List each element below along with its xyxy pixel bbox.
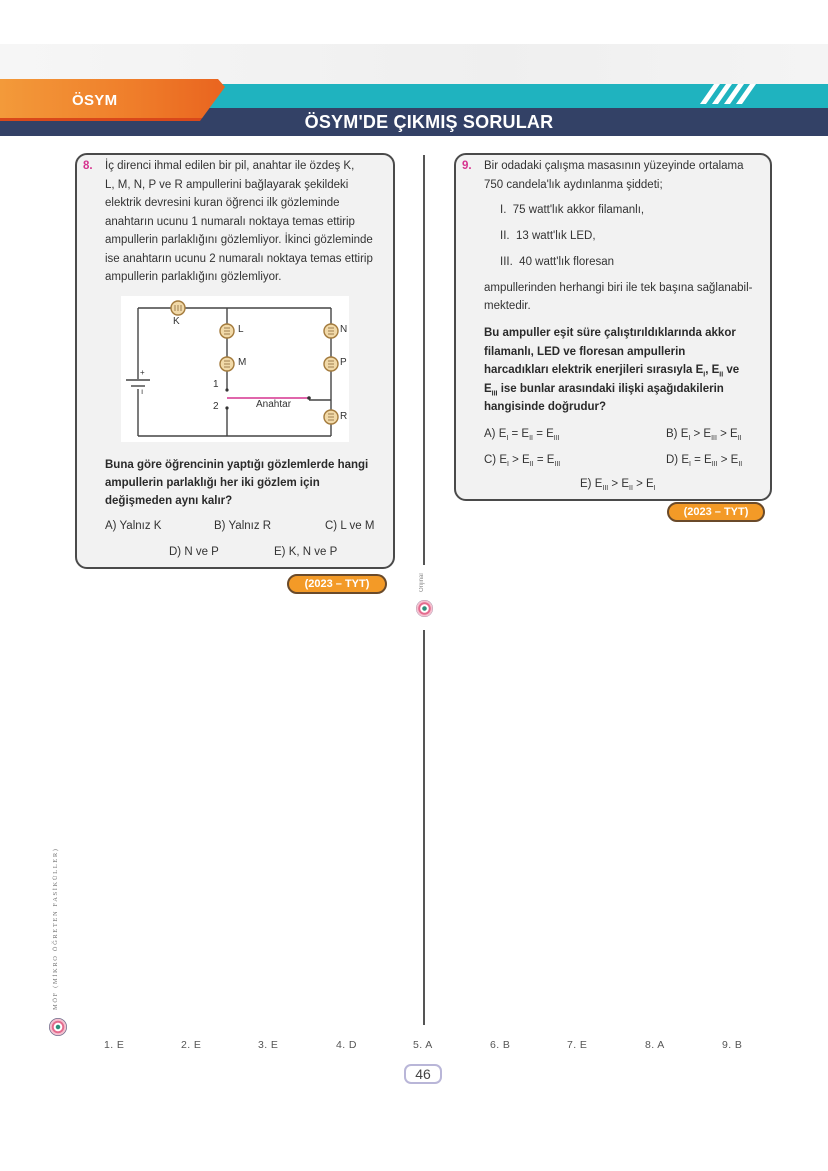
page-number: 46 (404, 1064, 442, 1084)
bulb-label-n: N (340, 324, 348, 335)
source-badge: (2023 – TYT) (667, 502, 765, 522)
bulb-label-r: R (340, 411, 348, 422)
option-c[interactable]: C) L ve M (325, 520, 375, 532)
statement-iii: III. 40 watt'lık floresan (500, 256, 615, 268)
page-title: ÖSYM'DE ÇIKMIŞ SORULAR (304, 112, 554, 132)
bulb-label-p: P (340, 357, 347, 368)
answer-item: 8. A (645, 1039, 665, 1051)
option-d[interactable]: D) N ve P (169, 546, 219, 558)
answer-item: 1. E (104, 1039, 125, 1051)
header-stripes-decoration (703, 84, 763, 104)
section-label: ÖSYM (72, 92, 118, 109)
answer-item: 9. B (722, 1039, 743, 1051)
answer-item: 4. D (336, 1039, 357, 1051)
statement-i: I. 75 watt'lık akkor filamanlı, (500, 204, 645, 216)
brand-logo-icon (49, 1018, 67, 1036)
answer-item: 7. E (567, 1039, 588, 1051)
question-number: 9. (462, 160, 472, 172)
bulb-label-k: K (173, 316, 180, 327)
option-d[interactable]: D) $E_I = E_{III} > E_{II}$ (666, 454, 743, 468)
answer-item: 5. A (413, 1039, 433, 1051)
option-a[interactable]: A) Yalnız K (105, 520, 162, 532)
option-c[interactable]: C) $E_I > E_{II} = E_{III}$ (484, 454, 561, 468)
option-a[interactable]: A) $E_I = E_{II} = E_{III}$ (484, 428, 560, 442)
source-badge: (2023 – TYT) (287, 574, 387, 594)
option-e[interactable]: E) K, N ve P (274, 546, 338, 558)
option-b[interactable]: B) $E_I > E_{III} > E_{II}$ (666, 428, 742, 442)
switch-label: Anahtar (256, 399, 292, 410)
question-number: 8. (83, 160, 93, 172)
brand-text-vertical: Orijinal (419, 573, 425, 593)
option-e[interactable]: E) $E_{III} > E_{II} > E_I$ (580, 478, 656, 492)
answer-item: 2. E (181, 1039, 202, 1051)
answer-key (0, 1039, 828, 1053)
bulb-label-l: L (238, 324, 244, 335)
series-name-vertical: MÖF (MİKRO ÖĞRETEN FASİKÜLLER) (52, 847, 59, 1010)
battery-minus-label: ı (141, 387, 144, 396)
statement-ii: II. 13 watt'lık LED, (500, 230, 596, 242)
circuit-diagram (121, 296, 349, 442)
option-b[interactable]: B) Yalnız R (214, 520, 272, 532)
answer-item: 6. B (490, 1039, 511, 1051)
brand-logo-icon (416, 600, 433, 617)
answer-item: 3. E (258, 1039, 279, 1051)
point-label-2: 2 (213, 401, 219, 412)
bulb-label-m: M (238, 357, 247, 368)
header-background (0, 44, 828, 84)
point-label-1: 1 (213, 379, 219, 390)
battery-plus-label: + (140, 368, 145, 377)
